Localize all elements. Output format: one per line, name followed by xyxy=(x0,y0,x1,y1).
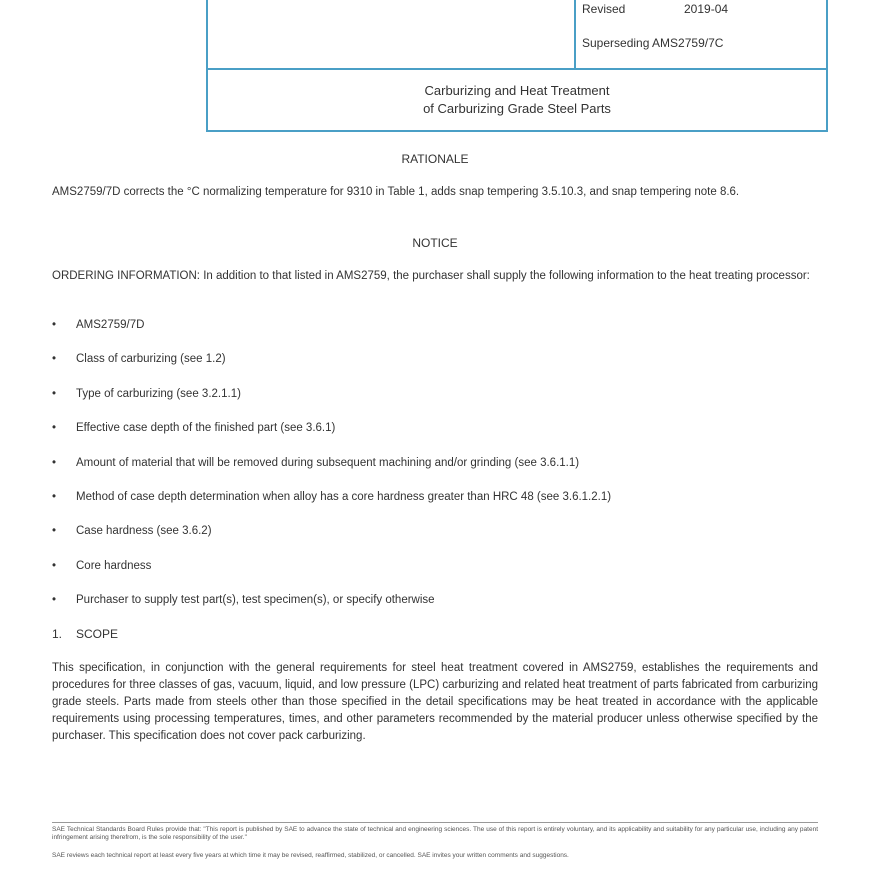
rationale-heading: RATIONALE xyxy=(401,152,469,166)
revised-row xyxy=(582,2,729,16)
bullet-icon: • xyxy=(52,388,57,400)
superseding-label: Superseding AMS2759/7C xyxy=(582,36,724,50)
scope-text: This specification, in conjunction with the general requirements for steel heat treatment covered in AMS2759, establishes the requirements and procedures for three classes of gas, vacuum, liquid, and low pressure (LPC) carburizing and related heat treatment of parts fabricated from carburizing grade steels. Parts made from steels other than those specified in the detail specifications may be heat treated in accordance with the applicable requirements using processing temperatures, times, and other parameters recommended by the material producer unless otherwise specified by the purchaser. This specification does not cover pack carburizing. xyxy=(52,662,818,742)
list-item-text: Amount of material that will be removed during subsequent machining and/or grinding (see 3.6.1.1) xyxy=(76,457,580,469)
list-item-text: Purchaser to supply test part(s), test specimen(s), or specify otherwise xyxy=(76,594,435,606)
list-item-text: Core hardness xyxy=(76,560,152,572)
list-item-text: Effective case depth of the finished part (see 3.6.1) xyxy=(76,422,336,434)
title-line-2: of Carburizing Grade Steel Parts xyxy=(423,101,611,116)
bullet-icon: • xyxy=(52,525,57,537)
bullet-icon: • xyxy=(52,491,57,503)
bullet-icon: • xyxy=(52,560,57,572)
revised-label: Revised xyxy=(582,2,626,16)
footer-text-2: SAE reviews each technical report at least every five years at which time it may be revised, reaffirmed, stabilized, or cancelled. SAE invites your written comments and suggestions. xyxy=(52,852,569,859)
rationale-text: AMS2759/7D corrects the °C normalizing temperature for 9310 in Table 1, adds snap tempering 3.5.10.3, and snap tempering note 8.6. xyxy=(52,186,740,198)
bullet-icon: • xyxy=(52,594,57,606)
superseding-row xyxy=(582,36,723,50)
title-line-1: Carburizing and Heat Treatment xyxy=(424,83,610,98)
bullet-icon: • xyxy=(52,353,57,365)
scope-label: SCOPE xyxy=(76,627,119,641)
document-header-box xyxy=(206,0,828,132)
list-item-text: Class of carburizing (see 1.2) xyxy=(76,353,226,365)
revised-value: 2019-04 xyxy=(684,2,729,16)
bullet-icon: • xyxy=(52,319,57,331)
footer-divider xyxy=(52,822,818,823)
footer-text-1: SAE Technical Standards Board Rules provide that: "This report is published by SAE to advance the state of technical and engineering sciences. The use of this report is entirely voluntary, and its applicability and suitability for any particular use, including any patent infringement arising therefrom, is the sole responsibility of the user." xyxy=(52,826,818,841)
header-top-section xyxy=(208,0,826,70)
bullet-icon: • xyxy=(52,457,57,469)
scope-number: 1. xyxy=(52,627,63,641)
header-divider xyxy=(574,0,576,68)
notice-heading: NOTICE xyxy=(412,236,458,250)
list-item-text: Case hardness (see 3.6.2) xyxy=(76,525,212,537)
document-title xyxy=(208,82,826,118)
bullet-icon: • xyxy=(52,422,57,434)
ordering-information-text: ORDERING INFORMATION: In addition to that listed in AMS2759, the purchaser shall supply the following information to the heat treating processor: xyxy=(52,270,810,282)
list-item-text: Type of carburizing (see 3.2.1.1) xyxy=(76,388,241,400)
list-item-text: Method of case depth determination when alloy has a core hardness greater than HRC 48 (see 3.6.1.2.1) xyxy=(76,491,612,503)
list-item-text: AMS2759/7D xyxy=(76,319,145,331)
